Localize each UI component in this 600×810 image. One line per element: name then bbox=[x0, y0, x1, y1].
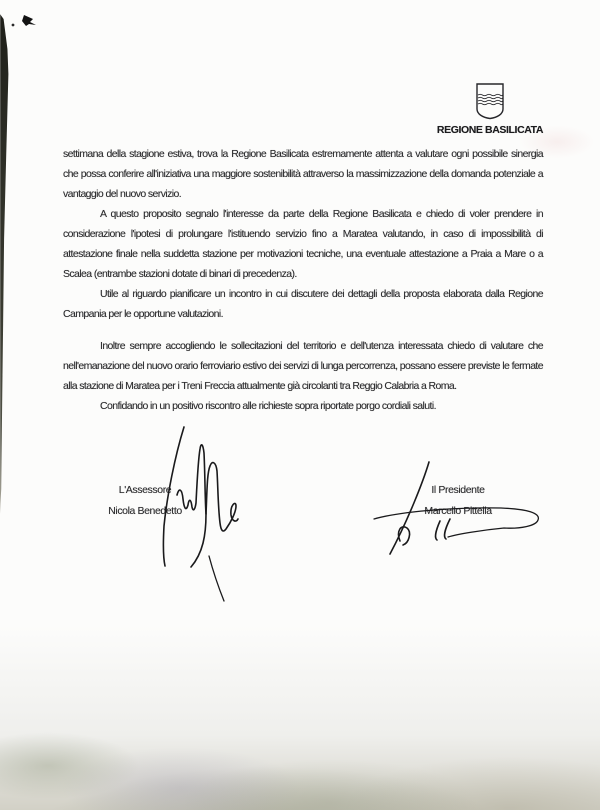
letter-paragraph: settimana della stagione estiva, trova la Regione Basilicata estremamente attenta a valutare ogni possibile sinergia che possa conferire all'iniziativa una maggiore sostenibilità attraverso la massimizzazione della domanda potenziale a vantaggio del nuovo servizio. bbox=[63, 148, 543, 200]
signature-block-assessore bbox=[86, 480, 204, 522]
signature-block-presidente bbox=[398, 480, 518, 522]
scan-noise-bottom bbox=[0, 625, 600, 810]
scan-left-edge-shadow bbox=[0, 14, 12, 514]
letter-paragraph: Confidando in un positivo riscontro alle richieste sopra riportate porgo cordiali saluti. bbox=[100, 400, 436, 412]
signature-role-label: Il Presidente bbox=[431, 484, 485, 496]
letter-paragraph: Inoltre sempre accogliendo le sollecitazioni del territorio e dell'utenza interessata chiedo di valutare che nell'emanazione del nuovo orario ferroviario estivo dei servizi di lunga percorrenza, possano essere previste le fermate alla stazione di Maratea per i Treni Freccia attualmente già circolanti tra Reggio Calabria a Roma. bbox=[63, 340, 543, 392]
signature-name-label: Marcello Pittella bbox=[424, 505, 492, 517]
letter-body bbox=[63, 144, 543, 416]
signature-name-label: Nicola Benedetto bbox=[108, 505, 182, 517]
regione-basilicata-logo bbox=[430, 82, 550, 136]
signature-role-label: L'Assessore bbox=[118, 484, 172, 496]
basilicata-shield-waves-icon bbox=[475, 82, 505, 120]
org-name-label: REGIONE BASILICATA bbox=[436, 124, 544, 136]
ink-blot-icon bbox=[6, 10, 46, 36]
letter-paragraph: A questo proposito segnalo l'interesse da parte della Regione Basilicata e chiedo di voler prendere in considerazione l'ipotesi di prolungare l'istituendo servizio fino a Maratea valutando, in caso di impossibilità di attestazione finale nella suddetta stazione per motivazioni tecniche, una eventuale attestazione a Praia a Mare o a Scalea (entrambe stazioni dotate di binari di precedenza). bbox=[63, 208, 543, 280]
letter-paragraph: Utile al riguardo pianificare un incontro in cui discutere dei dettagli della proposta elaborata dalla Regione Campania per le opportune valutazioni. bbox=[63, 288, 543, 320]
